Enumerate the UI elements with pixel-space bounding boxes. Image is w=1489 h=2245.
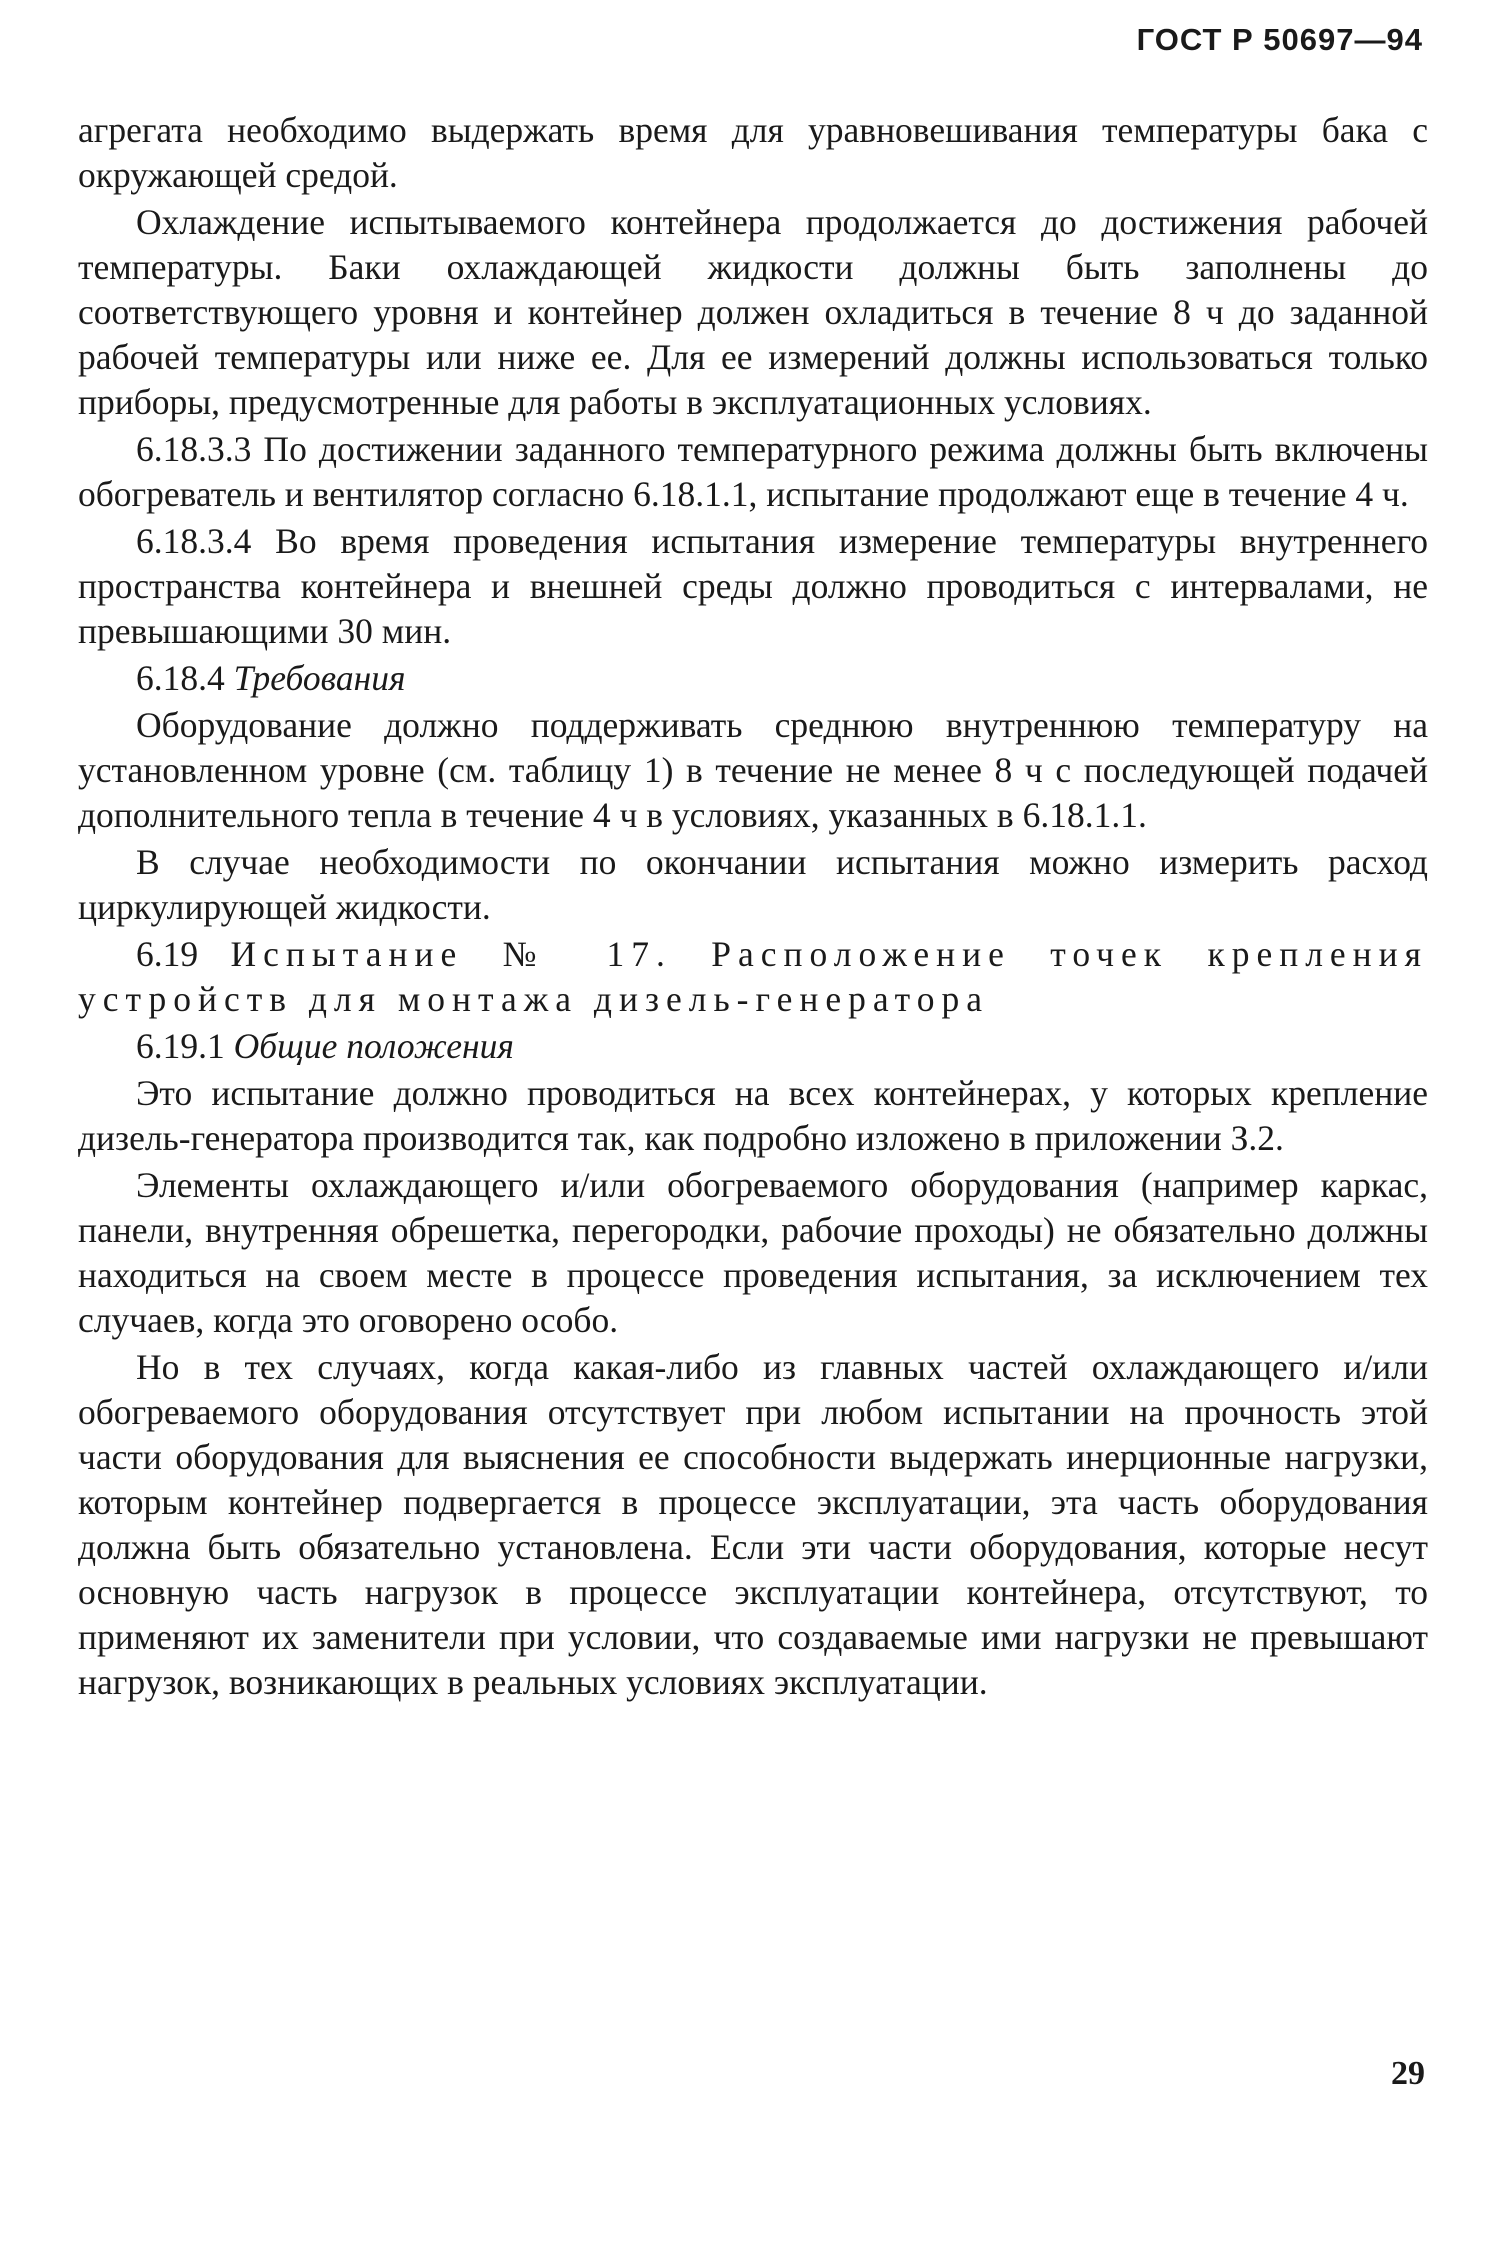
paragraph-6-18-3-3: 6.18.3.3 По достижении заданного температурного режима должны быть включены обогреватель и вентилятор согласно 6.18.1.1, испытание продолжают еще в течение 4 ч.	[78, 429, 1428, 514]
paragraph-6-18-3-4: 6.18.3.4 Во время проведения испытания измерение температуры внутреннего пространства контейнера и внешней среды должно проводиться с интервалами, не превышающими 30 мин.	[78, 521, 1428, 651]
heading-requirements-number: 6.18.4	[136, 658, 225, 698]
heading-general-provisions	[78, 1024, 1428, 1069]
heading-requirements-title: Требования	[233, 658, 406, 698]
document-body	[78, 108, 1428, 1707]
paragraph-equipment-elements: Элементы охлаждающего и/или обогреваемого оборудования (например каркас, панели, внутренняя обрешетка, перегородки, рабочие проходы) не обязательно должны находиться на своем месте в процессе проведения испытания, за исключением тех случаев, когда это оговорено особо.	[78, 1165, 1428, 1340]
paragraph-continuation: агрегата необходимо выдержать время для уравновешивания температуры бака с окружающей средой.	[78, 110, 1428, 195]
paragraph-cooling: Охлаждение испытываемого контейнера продолжается до достижения рабочей температуры. Баки охлаждающей жидкости должны быть заполнены до соответствующего уровня и контейнер должен охладиться в течение 8 ч до заданной рабочей температуры или ниже ее. Для ее измерений должны использоваться только приборы, предусмотренные для работы в эксплуатационных условиях.	[78, 202, 1428, 422]
paragraph-requirements: Оборудование должно поддерживать среднюю внутреннюю температуру на установленном уровне (см. таблицу 1) в течение не менее 8 ч с последующей подачей дополнительного тепла в течение 4 ч в условиях, указанных в 6.18.1.1.	[78, 705, 1428, 835]
heading-test-title: Испытание № 17. Расположение точек крепления устройств для монтажа дизель-генератора	[78, 934, 1428, 1019]
heading-general-number: 6.19.1	[136, 1026, 225, 1066]
paragraph-test-scope: Это испытание должно проводиться на всех контейнерах, у которых крепление дизель-генератора производится так, как подробно изложено в приложении З.2.	[78, 1073, 1428, 1158]
page-header-standard: ГОСТ Р 50697—94	[1136, 22, 1423, 57]
paragraph-liquid-flow: В случае необходимости по окончании испытания можно измерить расход циркулирующей жидкости.	[78, 842, 1428, 927]
heading-general-title: Общие положения	[233, 1026, 514, 1066]
heading-requirements	[78, 656, 1428, 701]
heading-test-17	[78, 932, 1428, 1022]
page-number: 29	[1391, 2055, 1425, 2092]
heading-test-number: 6.19	[136, 934, 199, 974]
paragraph-missing-parts: Но в тех случаях, когда какая-либо из главных частей охлаждающего и/или обогреваемого оборудования отсутствует при любом испытании на прочность этой части оборудования для выяснения ее способности выдержать инерционные нагрузки, которым контейнер подвергается в процессе эксплуатации, эта часть оборудования должна быть обязательно установлена. Если эти части оборудования, которые несут основную часть нагрузок в процессе эксплуатации контейнера, отсутствуют, то применяют их заменители при условии, что создаваемые ими нагрузки не превышают нагрузок, возникающих в реальных условиях эксплуатации.	[78, 1347, 1428, 1702]
